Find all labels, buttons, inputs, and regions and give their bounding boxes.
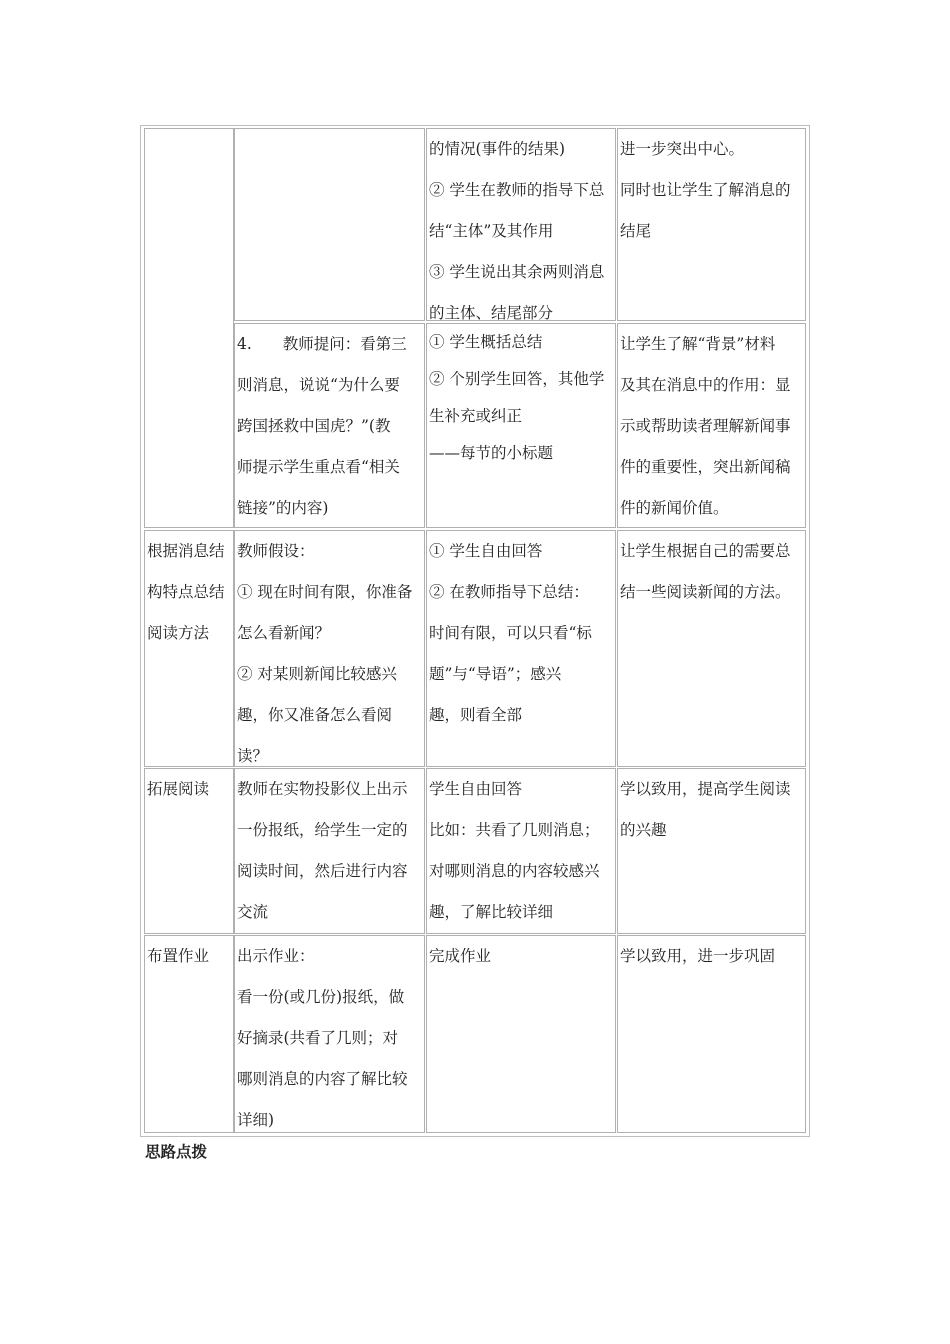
text-line: 出示作业： — [237, 947, 315, 965]
text-line: 拓展阅读 — [147, 780, 210, 798]
text-line: 趣，了解比较详细 — [429, 903, 554, 921]
text-line: 生补充或纠正 — [429, 407, 523, 425]
text-line: 完成作业 — [429, 947, 492, 965]
text-line: ——每节的小标题 — [429, 444, 554, 462]
text-line: 趣，则看全部 — [429, 706, 523, 724]
text-line: ① 学生自由回答 — [429, 542, 543, 560]
text-line: 时间有限，可以只看“标 — [429, 624, 592, 642]
student-activity-cell — [426, 768, 616, 934]
text-line: ② 对某则新闻比较感兴 — [237, 665, 397, 683]
text-line: 结“主体”及其作用 — [429, 222, 554, 240]
stage-cell — [144, 322, 234, 528]
text-line: 同时也让学生了解消息的 — [620, 181, 791, 199]
text-line: ② 学生在教师的指导下总 — [429, 181, 605, 199]
stage-cell — [144, 935, 234, 1133]
text-line: 看一份(或几份)报纸，做 — [237, 988, 405, 1006]
text-line: 阅读方法 — [147, 624, 210, 642]
text-line: ② 个别学生回答，其他学 — [429, 370, 605, 388]
text-line: 示或帮助读者理解新闻事 — [620, 417, 791, 435]
stage-cell — [144, 530, 234, 767]
text-line: 一份报纸，给学生一定的 — [237, 821, 408, 839]
text-line: ① 学生概括总结 — [429, 333, 543, 351]
text-line: 读？ — [237, 747, 269, 765]
text-line: 让学生了解“背景”材料 — [620, 335, 776, 353]
text-line: 交流 — [237, 903, 269, 921]
text-line: 哪则消息的内容了解比较 — [237, 1070, 408, 1088]
text-line: ② 在教师指导下总结： — [429, 583, 589, 601]
text-line: 教师在实物投影仪上出示 — [237, 780, 408, 798]
text-line: 则消息，说说“为什么要 — [237, 376, 400, 394]
text-line: 趣，你又准备怎么看阅 — [237, 706, 393, 724]
text-line: 结一些阅读新闻的方法。 — [620, 583, 791, 601]
text-line: 4. 教师提问：看第三 — [237, 335, 407, 353]
text-line: ③ 学生说出其余两则消息 — [429, 263, 605, 281]
text-line: 题”与“导语”；感兴 — [429, 665, 562, 683]
text-line: 怎么看新闻？ — [237, 624, 331, 642]
text-line: 学生自由回答 — [429, 780, 523, 798]
text-line: 师提示学生重点看“相关 — [237, 458, 400, 476]
text-line: 链接”的内容) — [237, 499, 329, 517]
text-line: 件的新闻价值。 — [620, 499, 729, 517]
text-line: 布置作业 — [147, 947, 210, 965]
teacher-activity-cell — [234, 323, 425, 528]
teacher-activity-cell — [234, 935, 425, 1133]
teacher-activity-cell — [234, 768, 425, 934]
design-intent-cell — [617, 935, 806, 1133]
text-line: 的主体、结尾部分 — [429, 304, 554, 321]
stage-cell — [144, 768, 234, 934]
text-line: 的兴趣 — [620, 821, 667, 839]
text-line: 件的重要性，突出新闻稿 — [620, 458, 791, 476]
text-line: 让学生根据自己的需要总 — [620, 542, 791, 560]
text-line: 及其在消息中的作用：显 — [620, 376, 791, 394]
design-intent-cell — [617, 323, 806, 528]
design-intent-cell — [617, 768, 806, 934]
text-line: 对哪则消息的内容较感兴 — [429, 862, 600, 880]
text-line: 构特点总结 — [147, 583, 225, 601]
text-line: 根据消息结 — [147, 542, 225, 560]
text-line: 阅读时间，然后进行内容 — [237, 862, 408, 880]
text-line: ① 现在时间有限，你准备 — [237, 583, 413, 601]
text-line: 比如：共看了几则消息； — [429, 821, 600, 839]
text-line: 好摘录(共看了几则；对 — [237, 1029, 399, 1047]
text-line: 结尾 — [620, 222, 652, 240]
text-line: 的情况(事件的结果) — [429, 140, 566, 158]
text-line: 教师假设： — [237, 542, 315, 560]
student-activity-cell — [426, 530, 616, 767]
text-line: 学以致用，进一步巩固 — [620, 947, 776, 965]
text-line: 跨国拯救中国虎？”(教 — [237, 417, 391, 435]
stage-cell — [144, 128, 234, 328]
design-intent-cell — [617, 530, 806, 767]
text-line: 进一步突出中心。 — [620, 140, 745, 158]
teacher-activity-cell — [234, 530, 425, 767]
text-line: 学以致用，提高学生阅读 — [620, 780, 791, 798]
teacher-activity-cell — [234, 128, 425, 321]
design-intent-cell — [617, 128, 806, 321]
student-activity-cell — [426, 128, 616, 321]
section-heading: 思路点拨 — [145, 1143, 208, 1161]
text-line: 详细) — [237, 1111, 275, 1129]
student-activity-cell — [426, 323, 616, 528]
student-activity-cell — [426, 935, 616, 1133]
